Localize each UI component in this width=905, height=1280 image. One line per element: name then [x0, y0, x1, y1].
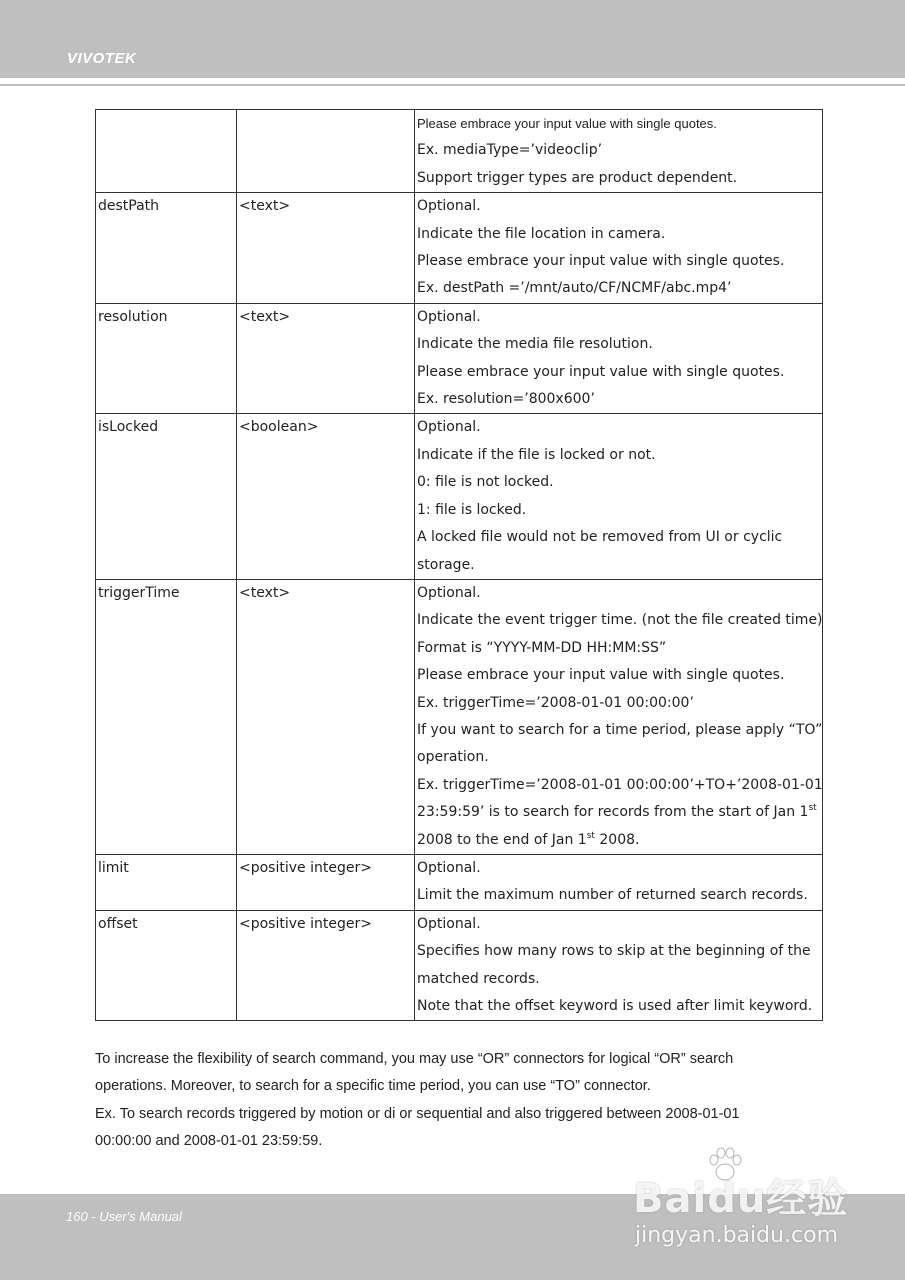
description-line: [417, 497, 822, 524]
description-text: 1: file is locked.: [417, 501, 527, 518]
description-text: Ex. triggerTime=’2008-01-01 00:00:00’+TO+’2008-01-01: [417, 776, 823, 793]
description-text: If you want to search for a time period, please apply “TO”: [417, 721, 823, 738]
description-text: matched records.: [417, 970, 540, 987]
description-text: Please embrace your input value with single quotes.: [417, 253, 785, 270]
param-description-cell: [415, 110, 823, 193]
param-description-cell: [415, 910, 823, 1021]
description-line: [417, 772, 822, 799]
description-line: [417, 690, 822, 717]
description-text: Indicate if the file is locked or not.: [417, 446, 656, 463]
description-line: [417, 137, 822, 164]
description-line: [417, 524, 822, 551]
body-line: 00:00:00 and 2008-01-01 23:59:59.: [95, 1133, 323, 1150]
page-header: [0, 0, 905, 78]
description-text: Format is “YYYY-MM-DD HH:MM:SS”: [417, 639, 667, 656]
param-type-cell: [237, 110, 415, 193]
description-line: [417, 221, 822, 248]
description-line: [417, 442, 822, 469]
description-text: Optional.: [417, 915, 481, 932]
param-name-cell: destPath: [96, 193, 237, 304]
description-line: [417, 717, 822, 744]
ordinal-superscript: st: [808, 803, 817, 814]
brand-logo-text: VIVOTEK: [67, 50, 137, 67]
description-line: [417, 827, 822, 854]
table-row: [96, 193, 823, 304]
body-line: To increase the flexibility of search command, you may use “OR” connectors for logical “OR” search: [95, 1051, 734, 1067]
watermark-logo: Baidu经验: [633, 1176, 849, 1222]
description-line: [417, 248, 822, 275]
description-line: [417, 993, 822, 1020]
table-row: [96, 854, 823, 910]
description-text: 0: file is not locked.: [417, 474, 554, 491]
description-line: [417, 938, 822, 965]
description-line: [417, 855, 822, 882]
description-text: Please embrace your input value with single quotes.: [417, 116, 717, 131]
description-line: [417, 662, 822, 689]
baidu-watermark: [633, 1145, 853, 1255]
description-line: [417, 580, 822, 607]
description-text: Ex. triggerTime=’2008-01-01 00:00:00’: [417, 694, 694, 711]
param-description-cell: [415, 854, 823, 910]
parameter-table: [95, 109, 823, 1021]
description-text: Optional.: [417, 419, 481, 436]
param-type-cell: <positive integer>: [237, 910, 415, 1021]
header-rule: [0, 84, 905, 86]
description-line: [417, 607, 822, 634]
page-number-label: 160 - User's Manual: [66, 1209, 182, 1224]
param-name-cell: offset: [96, 910, 237, 1021]
description-line: [417, 882, 822, 909]
description-text: Indicate the media file resolution.: [417, 336, 653, 353]
param-type-cell: <text>: [237, 579, 415, 854]
description-text: Please embrace your input value with single quotes.: [417, 363, 785, 380]
description-line: [417, 414, 822, 441]
description-text-tail: 2008.: [594, 831, 640, 848]
description-text: Support trigger types are product dependent.: [417, 169, 738, 186]
table-row: [96, 414, 823, 579]
description-text: A locked file would not be removed from UI or cyclic: [417, 529, 783, 546]
description-text: Note that the offset keyword is used after limit keyword.: [417, 998, 813, 1014]
description-text: Optional.: [417, 308, 481, 325]
description-text: Indicate the event trigger time. (not the file created time): [417, 612, 823, 629]
description-line: [417, 966, 822, 993]
description-text: Specifies how many rows to skip at the beginning of the: [417, 943, 811, 960]
description-text: Ex. mediaType=’videoclip’: [417, 142, 603, 159]
description-line: [417, 386, 822, 413]
param-type-cell: <boolean>: [237, 414, 415, 579]
param-type-cell: <text>: [237, 193, 415, 304]
description-text: Indicate the file location in camera.: [417, 225, 666, 242]
description-text: storage.: [417, 556, 475, 573]
description-text: Limit the maximum number of returned search records.: [417, 887, 808, 904]
description-line: [417, 331, 822, 358]
body-line: operations. Moreover, to search for a specific time period, you can use “TO” connector.: [95, 1078, 651, 1095]
param-type-cell: <text>: [237, 303, 415, 414]
description-line: [417, 359, 822, 386]
table-row: [96, 579, 823, 854]
table-row: [96, 303, 823, 414]
description-line: [417, 469, 822, 496]
param-description-cell: [415, 303, 823, 414]
param-type-cell: <positive integer>: [237, 854, 415, 910]
description-text: Ex. destPath =’/mnt/auto/CF/NCMF/abc.mp4’: [417, 280, 732, 297]
description-text: Please embrace your input value with single quotes.: [417, 667, 785, 684]
description-text: 23:59:59’ is to search for records from the start of Jan 1: [417, 804, 809, 821]
table-row: [96, 910, 823, 1021]
description-line: [417, 635, 822, 662]
param-name-cell: isLocked: [96, 414, 237, 579]
param-name-cell: triggerTime: [96, 579, 237, 854]
description-line: [417, 110, 822, 137]
description-text: Ex. resolution=’800x600’: [417, 391, 595, 408]
description-line: [417, 744, 822, 771]
description-line: [417, 799, 822, 826]
description-text: Optional.: [417, 198, 481, 215]
param-name-cell: [96, 110, 237, 193]
param-name-cell: resolution: [96, 303, 237, 414]
param-description-cell: [415, 414, 823, 579]
watermark-url: jingyan.baidu.com: [635, 1223, 839, 1248]
param-name-cell: limit: [96, 854, 237, 910]
description-text: operation.: [417, 749, 489, 766]
description-line: [417, 911, 822, 938]
description-line: [417, 304, 822, 331]
table-row: [96, 110, 823, 193]
param-description-cell: [415, 579, 823, 854]
description-line: [417, 552, 822, 579]
ordinal-superscript: st: [586, 830, 595, 841]
body-line: Ex. To search records triggered by motion or di or sequential and also triggered between 2008-01-01: [95, 1105, 740, 1122]
body-paragraph: [95, 1046, 815, 1156]
description-line: [417, 165, 822, 192]
description-line: [417, 275, 822, 302]
param-description-cell: [415, 193, 823, 304]
description-text: 2008 to the end of Jan 1: [417, 831, 587, 848]
description-text: Optional.: [417, 859, 481, 876]
description-text: Optional.: [417, 584, 481, 601]
description-line: [417, 193, 822, 220]
